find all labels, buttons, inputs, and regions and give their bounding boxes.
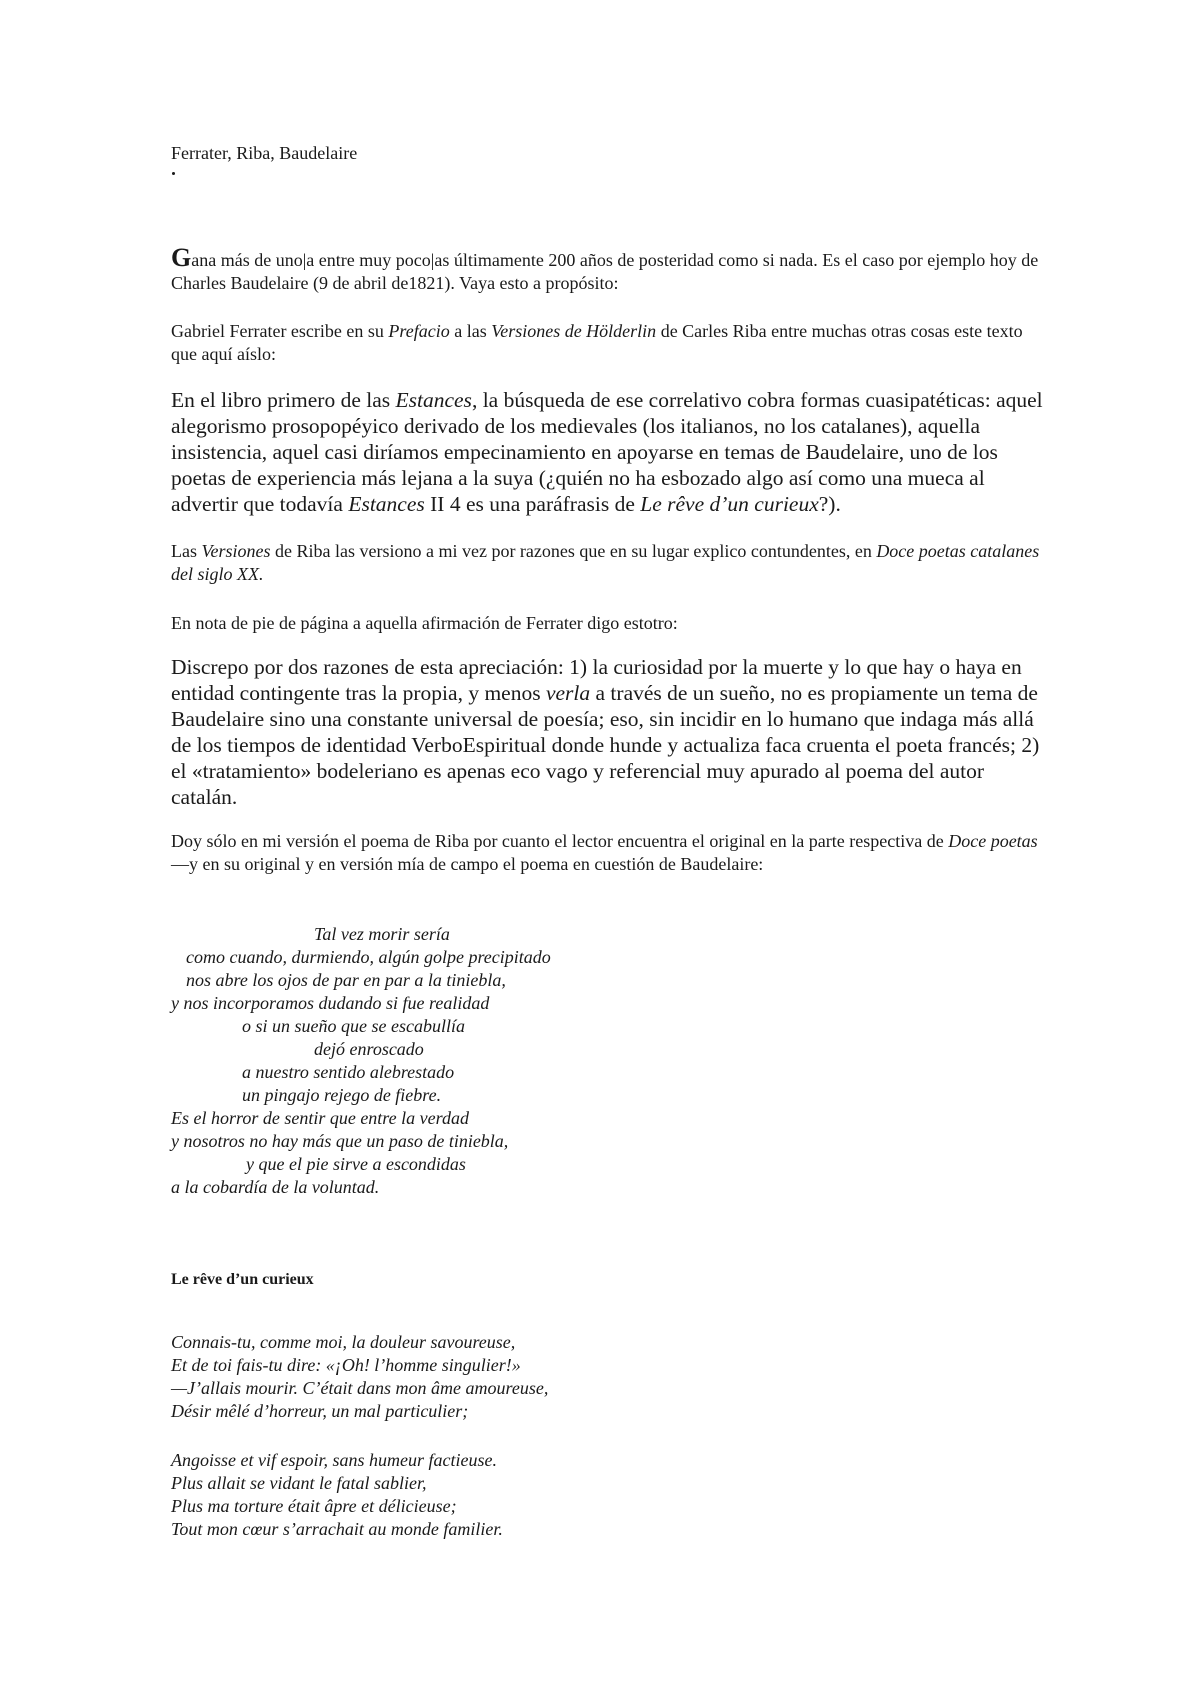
title-versiones-holderlin: Versiones de Hölderlin	[491, 321, 657, 341]
poem-line: Et de toi fais-tu dire: «¡Oh! l’homme singulier!»	[171, 1355, 521, 1375]
poem-line: Désir mêlé d’horreur, un mal particulier;	[171, 1401, 469, 1421]
poem-line: nos abre los ojos de par en par a la tiniebla,	[186, 970, 506, 990]
poem-line: como cuando, durmiendo, algún golpe precipitado	[186, 947, 551, 967]
poem-line: un pingajo rejego de fiebre.	[242, 1085, 442, 1105]
bullet-dot	[172, 172, 175, 175]
poem-line: Tout mon cœur s’arrachait au monde familier.	[171, 1519, 503, 1539]
block-quote-ferrater: En el libro primero de las Estances, la búsqueda de ese correlativo cobra formas cuasipatéticas: aquel alegorismo prosopopéyico derivado de los medievales (los italianos, no los catalanes), aquella insistencia, aquel casi diríamos empecinamiento en apoyarse en temas de Baudelaire, uno de los poetas de experiencia más lejana a la suya (¿quién no ha esbozado algo así como una mueca al advertir que todavía Estances II 4 es una paráfrasis de Le rêve d’un curieux?).	[171, 388, 1043, 516]
poem-line: a la cobardía de la voluntad.	[171, 1177, 380, 1197]
poem-line: Plus allait se vidant le fatal sablier,	[171, 1473, 427, 1493]
poem-line: Tal vez morir sería	[314, 924, 450, 944]
document-title: Ferrater, Riba, Baudelaire	[171, 143, 358, 163]
paragraph-ferrater-prefacio: Gabriel Ferrater escribe en su Prefacio a las Versiones de Hölderlin de Carles Riba entre muchas otras cosas este texto que aquí aíslo:	[171, 321, 1023, 364]
poem-line: Plus ma torture était âpre et délicieuse;	[171, 1496, 457, 1516]
poem-line: y que el pie sirve a escondidas	[246, 1154, 466, 1174]
paragraph-doy-solo: Doy sólo en mi versión el poema de Riba por cuanto el lector encuentra el original en la parte respectiva de Doce poetas —y en su original y en versión mía de campo el poema en cuestión de Baudelaire:	[171, 831, 1038, 874]
poem-line: y nos incorporamos dudando si fue realidad	[171, 993, 490, 1013]
title-prefacio: Prefacio	[388, 321, 450, 341]
poem-line: a nuestro sentido alebrestado	[242, 1062, 455, 1082]
poem-line: o si un sueño que se escabullía	[242, 1016, 465, 1036]
paragraph-nota-pie: En nota de pie de página a aquella afirmación de Ferrater digo estotro:	[171, 613, 678, 633]
block-quote-discrepo: Discrepo por dos razones de esta apreciación: 1) la curiosidad por la muerte y lo que hay o haya en entidad contingente tras la propia, y menos verla a través de un sueño, no es propiamente un tema de Baudelaire sino una constante universal de poesía; eso, sin incidir en lo humano que indaga más allá de los tiempos de identidad VerboEspiritual donde hunde y actualiza faca cruenta el poeta francés; 2) el «tratamiento» bodeleriano es apenas eco vago y referencial muy apurado al poema del autor catalán.	[171, 655, 1040, 809]
poem-line: Es el horror de sentir que entre la verdad	[171, 1108, 469, 1128]
paragraph-versiones-riba: Las Versiones de Riba las versiono a mi vez por razones que en su lugar explico contundentes, en Doce poetas catalanes del siglo XX.	[171, 541, 1040, 584]
poem-line: Angoisse et vif espoir, sans humeur factieuse.	[171, 1450, 497, 1470]
poem-line: y nosotros no hay más que un paso de tiniebla,	[171, 1131, 509, 1151]
intro-paragraph	[171, 243, 1051, 295]
poem-line: dejó enroscado	[314, 1039, 424, 1059]
section-heading: Le rêve d’un curieux	[171, 1271, 314, 1288]
drop-cap: G	[171, 243, 192, 272]
poem-line: Connais-tu, comme moi, la douleur savoureuse,	[171, 1332, 516, 1352]
intro-text: ana más de uno|a entre muy poco|as últimamente 200 años de posteridad como si nada. Es el caso por ejemplo hoy de Charles Baudelaire (9 de abril de1821). Vaya esto a propósito:	[171, 250, 1039, 293]
poem-line: —J’allais mourir. C’était dans mon âme amoureuse,	[171, 1378, 549, 1398]
